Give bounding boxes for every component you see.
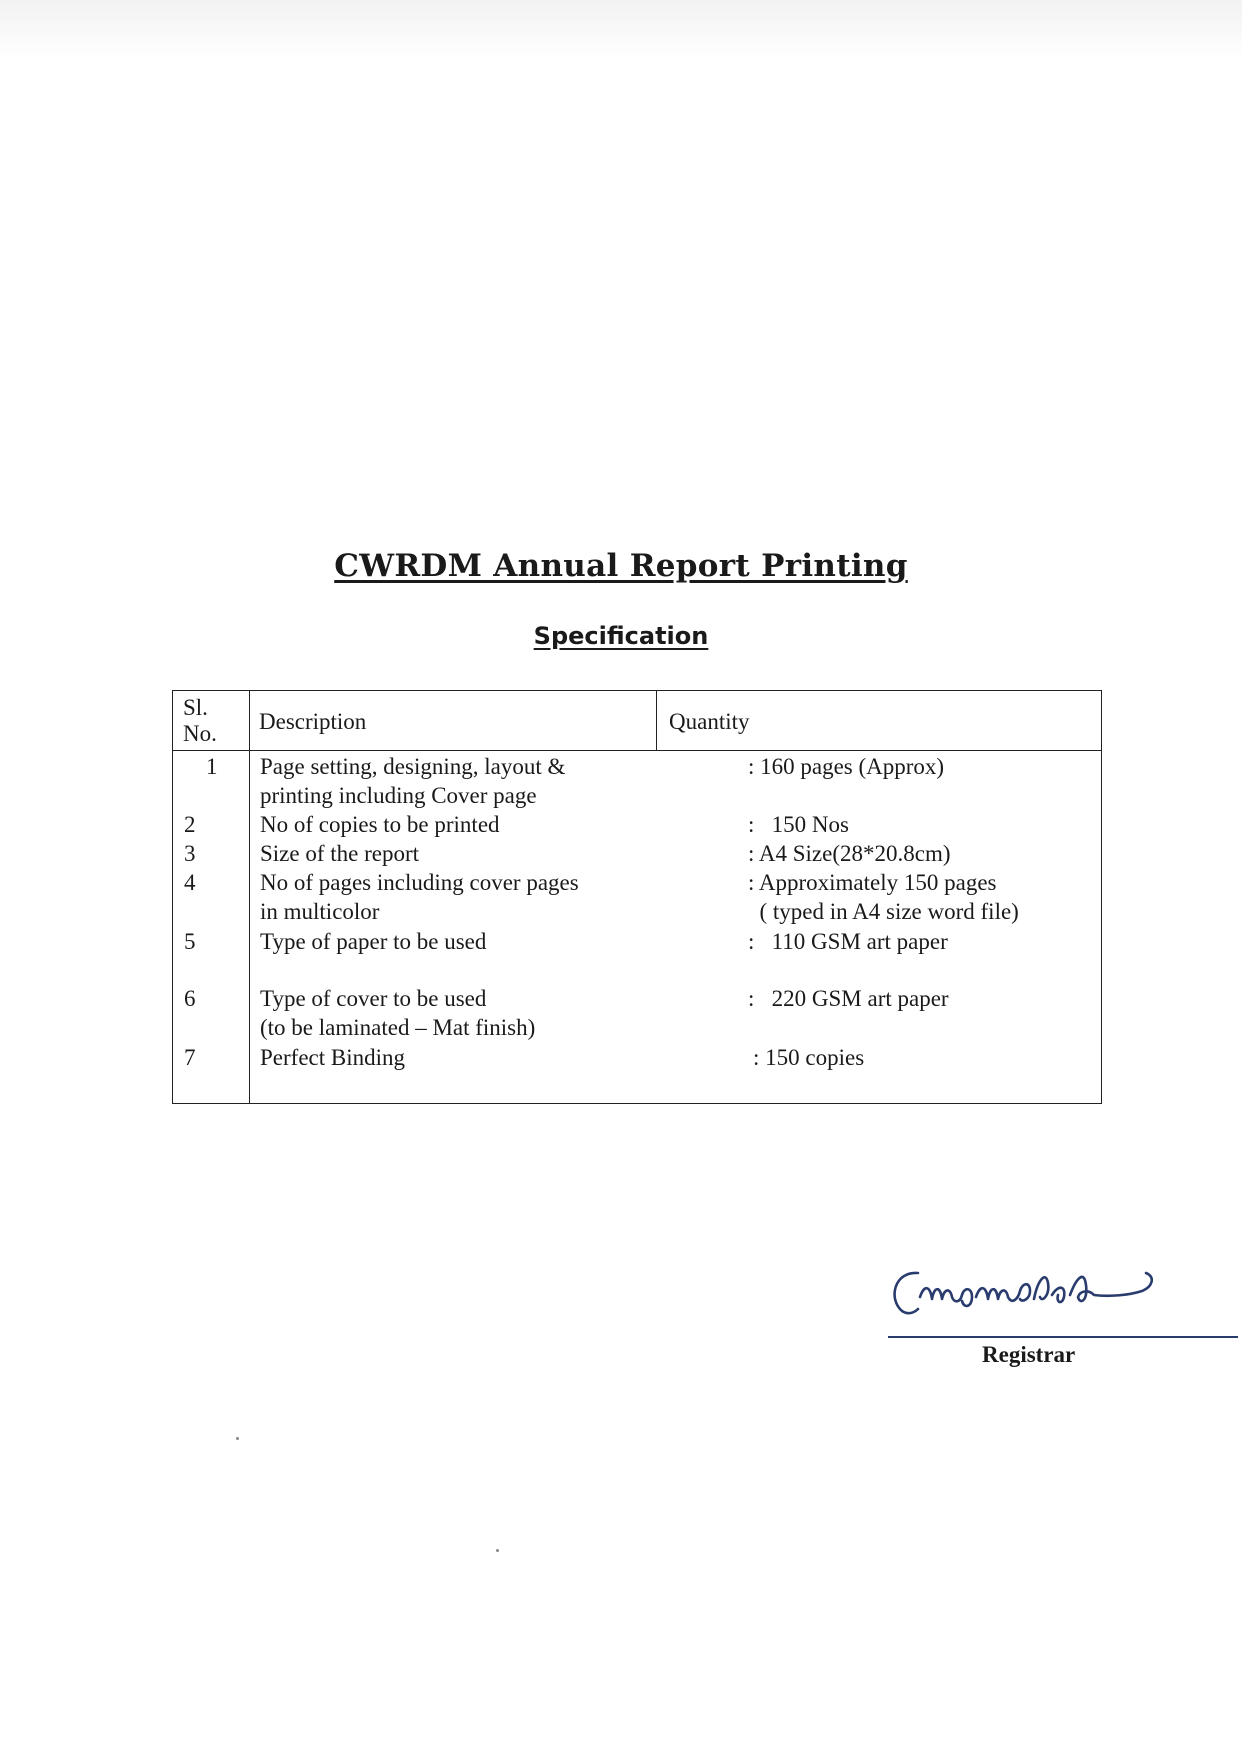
row-5-description: Type of paper to be used <box>260 929 487 954</box>
header-divider <box>173 750 1101 751</box>
scan-speck <box>236 1437 239 1440</box>
row-3-sl: 3 <box>184 841 196 866</box>
header-quantity: Quantity <box>669 709 750 734</box>
row-2-sl: 2 <box>184 812 196 837</box>
registrar-label: Registrar <box>982 1342 1076 1367</box>
document-title: CWRDM Annual Report Printing <box>334 548 908 584</box>
row-1-sl: 1 <box>206 754 218 779</box>
column-divider-sl <box>249 691 250 1103</box>
row-7-description: Perfect Binding <box>260 1045 405 1070</box>
row-1-description: Page setting, designing, layout & printing including Cover page <box>260 754 566 808</box>
document-subtitle: Specification <box>533 622 709 650</box>
row-2-description: No of copies to be printed <box>260 812 500 837</box>
row-4-sl: 4 <box>184 870 196 895</box>
row-3-description: Size of the report <box>260 841 420 866</box>
scan-edge-shade <box>0 0 1242 60</box>
specification-table <box>172 690 1102 1104</box>
row-5-sl: 5 <box>184 929 196 954</box>
row-3-quantity: : A4 Size(28*20.8cm) <box>748 841 951 866</box>
row-2-quantity: : 150 Nos <box>748 812 849 837</box>
row-1-quantity: : 160 pages (Approx) <box>748 754 945 779</box>
signature-line <box>888 1336 1238 1338</box>
handwritten-signature <box>880 1255 1240 1345</box>
row-6-sl: 6 <box>184 986 196 1011</box>
row-7-quantity: : 150 copies <box>753 1045 865 1070</box>
row-4-quantity: : Approximately 150 pages ( typed in A4 size word file) <box>748 870 1019 924</box>
header-description: Description <box>259 709 367 734</box>
header-sl-no: Sl. No. <box>183 695 217 746</box>
row-4-description: No of pages including cover pages in multicolor <box>260 870 579 924</box>
scan-speck <box>496 1549 499 1552</box>
row-6-quantity: : 220 GSM art paper <box>748 986 949 1011</box>
row-7-sl: 7 <box>184 1045 196 1070</box>
row-6-description: Type of cover to be used (to be laminated – Mat finish) <box>260 986 536 1040</box>
column-divider-quantity <box>656 691 657 750</box>
row-5-quantity: : 110 GSM art paper <box>748 929 948 954</box>
